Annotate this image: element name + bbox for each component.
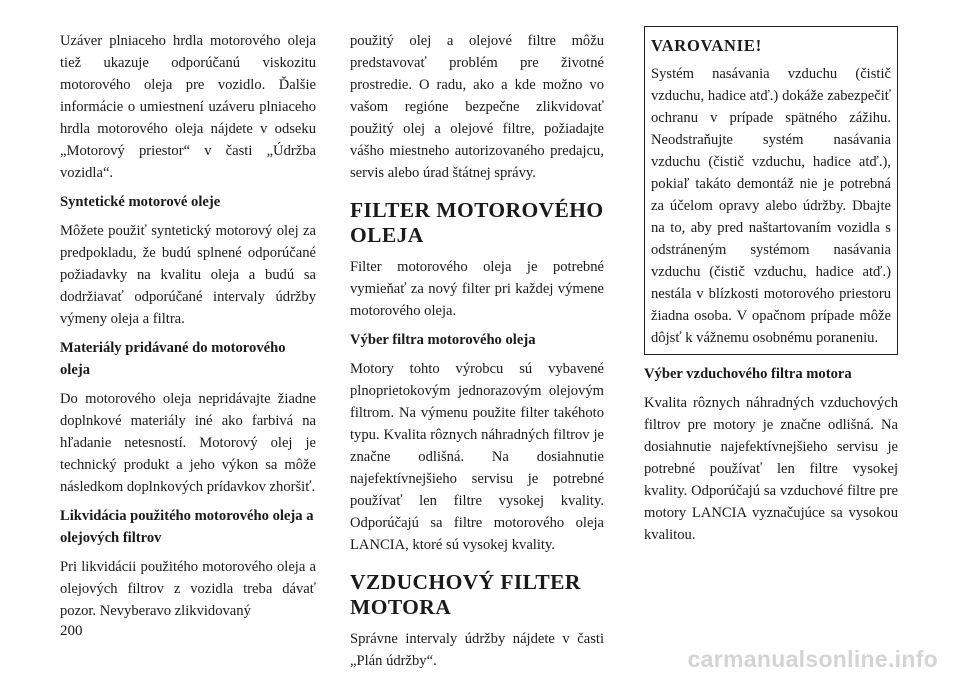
synthetic-oils-paragraph: Môžete použiť syntetický motorový olej za predpokladu, že budú splnené odporúčané požiadavky na kvalitu oleja a budú sa dodržiavať odporúčané intervaly údržby výmeny oleja a filtra. <box>60 223 316 327</box>
air-filter-paragraph: Správne intervaly údržby nájdete v časti „Plán údržby“. <box>350 631 604 669</box>
watermark: carmanualsonline.info <box>687 646 938 672</box>
air-filter-section-title: VZDUCHOVÝ FILTER MOTORA <box>350 570 581 619</box>
oil-disposal-paragraph: Pri likvidácii použitého motorového oleja a olejových filtrov z vozidla treba dávať pozor. Nevyberavo zlikvidovaný <box>60 559 316 619</box>
column-3 <box>644 30 898 553</box>
oil-filter-selection-paragraph: Motory tohto výrobcu sú vybavené plnoprietokovým jednorazovým olejovým filtrom. Na výmenu použite filter takéhoto typu. Kvalita rôznych náhradných filtrov je značne odlišná. Na dosiahnutie najefektívnejšieho servisu je potrebné používať len filtre vysokej kvality. Odporúčajú sa filtre motorového oleja LANCIA, ktoré sú vysokej kvality. <box>350 361 604 553</box>
intro-paragraph: Uzáver plniaceho hrdla motorového oleja tiež ukazuje odporúčanú viskozitu motorového oleja pre vozidlo. Ďalšie informácie o umiestnení uzáveru plniaceho hrdla motorového oleja nájdete v odseku „Motorový priestor“ v časti „Údržba vozidla“. <box>60 33 316 181</box>
oil-additives-heading: Materiály pridávané do motorového oleja <box>60 340 286 378</box>
oil-filter-section-title: FILTER MOTOROVÉHO OLEJA <box>350 198 604 247</box>
oil-disposal-continued-paragraph: použitý olej a olejové filtre môžu predstavovať problém pre životné prostredie. O radu, ako a kde možno vo vašom regióne bezpečne zlikvidovať použitý olej a olejové filtre, požiadajte vášho miestneho autorizovaného predajcu, servis alebo úrad štátnej správy. <box>350 33 604 181</box>
oil-filter-paragraph: Filter motorového oleja je potrebné vymieňať za nový filter pri každej výmene motorového oleja. <box>350 259 604 319</box>
column-2 <box>350 30 604 679</box>
oil-filter-selection-heading: Výber filtra motorového oleja <box>350 332 536 348</box>
page-number: 200 <box>60 623 83 639</box>
column-1 <box>60 30 316 629</box>
air-filter-selection-heading: Výber vzduchového filtra motora <box>644 366 852 382</box>
warning-box <box>644 26 898 355</box>
air-filter-selection-paragraph: Kvalita rôznych náhradných vzduchových filtrov pre motory je značne odlišná. Na dosiahnutie najefektívnejšieho servisu je potrebné používať len filtre vysokej kvality. Odporúčajú sa vzduchové filtre pre motory LANCIA vyznačujúce sa vysokou kvalitou. <box>644 395 898 543</box>
oil-disposal-heading: Likvidácia použitého motorového oleja a olejových filtrov <box>60 508 314 546</box>
synthetic-oils-heading: Syntetické motorové oleje <box>60 194 221 210</box>
warning-text: Systém nasávania vzduchu (čistič vzduchu, hadice atď.) dokáže zabezpečiť ochranu v prípade spätného zážihu. Neodstraňujte systém nasávania vzduchu (čistič vzduchu, hadice atď.), pokiaľ takáto demontáž nie je potrebná za účelom opravy alebo údržby. Dbajte na to, aby pred naštartovaním vozidla s odstráneným systémom nasávania vzduchu (čistič vzduchu, hadice atď.) nestála v blízkosti motorového priestoru žiadna osoba. V opačnom prípade môže dôjsť k vážnemu osobnému poraneniu. <box>651 66 891 346</box>
warning-title: VAROVANIE! <box>651 36 762 55</box>
oil-additives-paragraph: Do motorového oleja nepridávajte žiadne doplnkové materiály iné ako farbivá na hľadanie netesností. Motorový olej je technický produkt a jeho výkon sa môže následkom doplnkových prídavkov zhoršiť. <box>60 391 316 495</box>
